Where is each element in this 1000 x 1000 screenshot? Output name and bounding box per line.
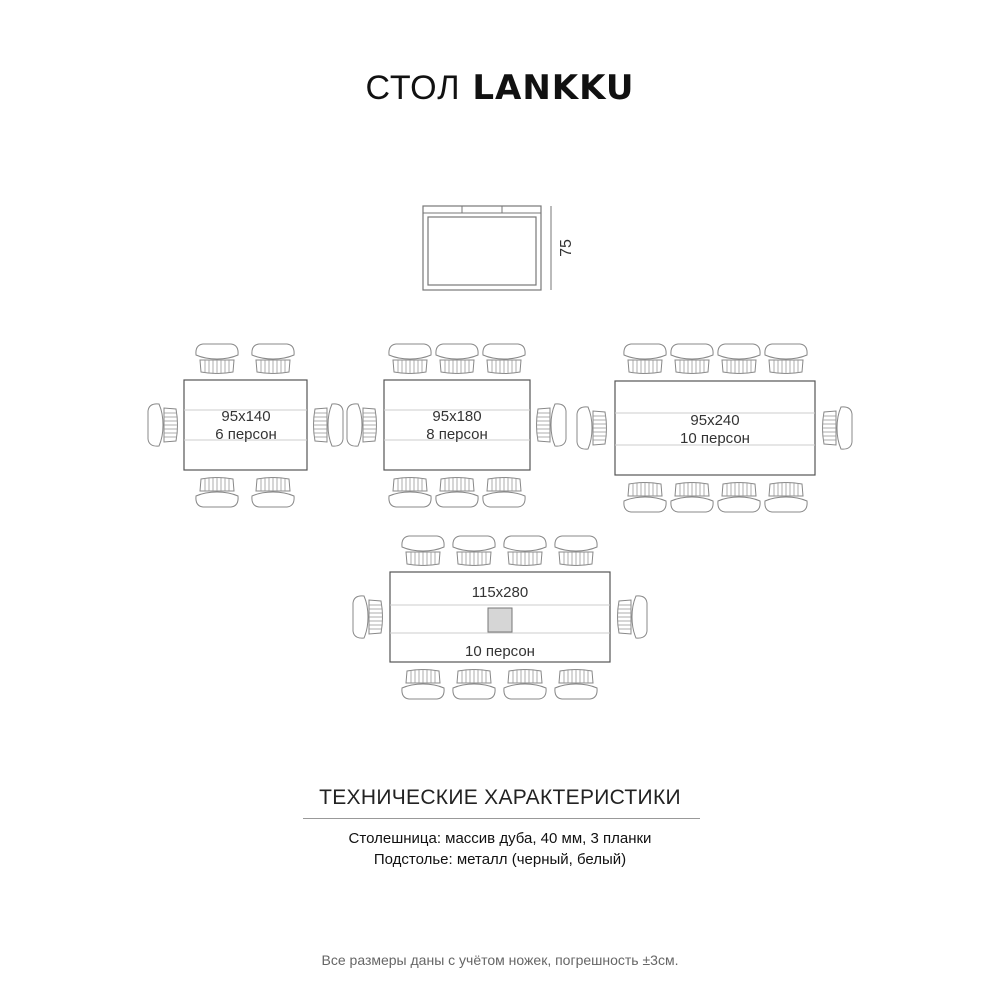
specs-divider	[303, 818, 700, 819]
chair	[436, 477, 478, 507]
chair	[765, 344, 807, 374]
chair	[252, 344, 294, 374]
chair	[453, 669, 495, 699]
table-size: 115x280	[471, 584, 529, 601]
table-capacity: 10 персон	[465, 643, 535, 660]
chair	[617, 596, 647, 638]
chair	[252, 477, 294, 507]
chair	[436, 344, 478, 374]
chair	[765, 482, 807, 512]
table-size: 95x140	[221, 408, 271, 425]
spec-tabletop: Столешница: массив дуба, 40 мм, 3 планки	[348, 830, 652, 847]
spec-base: Подстолье: металл (черный, белый)	[373, 851, 627, 868]
chair	[718, 482, 760, 512]
chair	[555, 536, 597, 566]
chair	[671, 482, 713, 512]
chair	[504, 669, 546, 699]
table-size: 95x240	[690, 412, 740, 429]
chair	[483, 477, 525, 507]
chair	[402, 669, 444, 699]
chair	[555, 669, 597, 699]
side-view	[423, 206, 551, 290]
chair	[353, 596, 383, 638]
chair	[148, 404, 178, 446]
chair	[313, 404, 343, 446]
chair	[347, 404, 377, 446]
table-size: 95x180	[432, 408, 482, 425]
footnote: Все размеры даны с учётом ножек, погрешность ±3см.	[321, 952, 679, 968]
table-capacity: 6 персон	[215, 426, 277, 443]
chair	[822, 407, 852, 449]
specs-heading: ТЕХНИЧЕСКИЕ ХАРАКТЕРИСТИКИ	[319, 786, 681, 809]
chair	[389, 477, 431, 507]
title-prefix: СТОЛ	[365, 69, 461, 107]
chair	[453, 536, 495, 566]
extension-insert	[488, 608, 512, 632]
chair	[718, 344, 760, 374]
table-115x280	[353, 536, 647, 699]
chair	[536, 404, 566, 446]
chair	[196, 344, 238, 374]
chair	[402, 536, 444, 566]
chair	[577, 407, 607, 449]
table-capacity: 8 персон	[426, 426, 488, 443]
chair	[389, 344, 431, 374]
chair	[196, 477, 238, 507]
chair	[504, 536, 546, 566]
height-label: 75	[558, 239, 575, 257]
chair	[624, 344, 666, 374]
title-name: LANKKU	[472, 68, 635, 108]
table-capacity: 10 персон	[680, 430, 750, 447]
chair	[624, 482, 666, 512]
chair	[671, 344, 713, 374]
chair	[483, 344, 525, 374]
